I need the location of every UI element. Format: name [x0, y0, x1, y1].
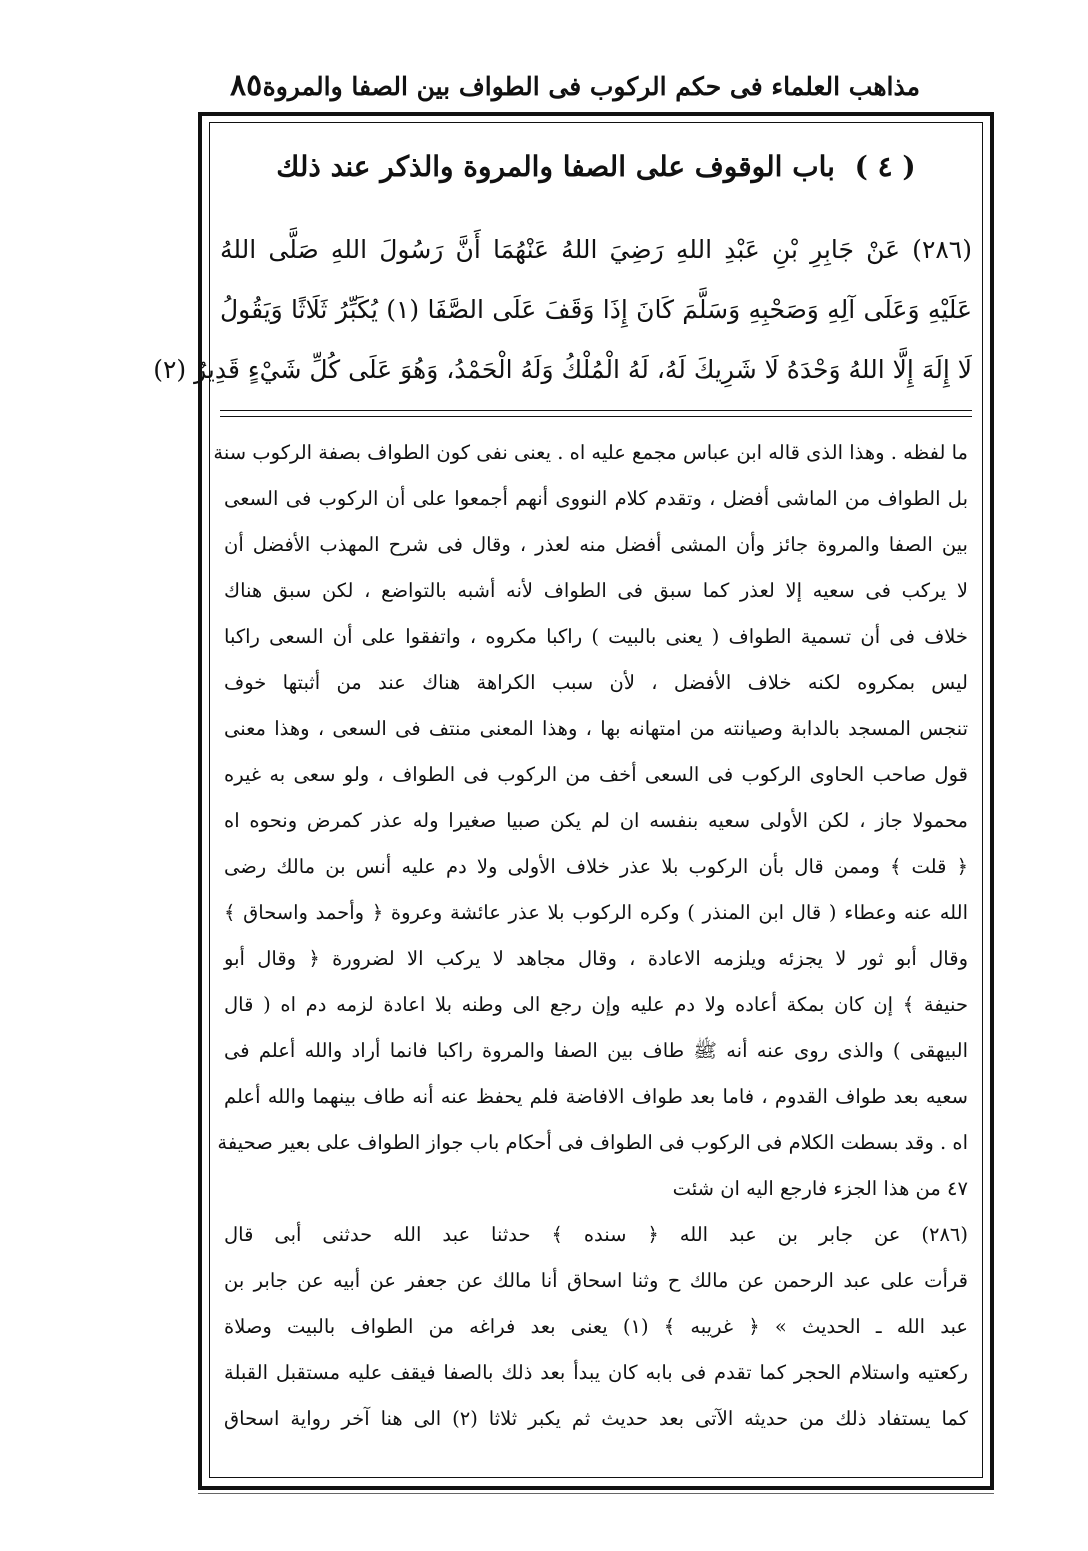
commentary-line: ما لفظه . وهذا الذى قاله ابن عباس مجمع عليه اه . يعنى نفى كون الطواف بصفة الركوب سنة [213, 441, 968, 464]
page-number: ٨٥ [230, 68, 263, 103]
running-header [230, 68, 920, 114]
commentary-line: قول صاحب الحاوى الركوب فى السعى أخف من الركوب فى الطواف ، ولو سعى به غيره [224, 763, 968, 786]
commentary-line: ٤٧ من هذا الجزء فارجع اليه ان شئت [672, 1177, 968, 1200]
page-content [153, 138, 972, 1468]
commentary-line: وقال أبو ثور لا يجزئه ويلزمه الاعادة ، وقال مجاهد لا يركب الا لضرورة ﴿ وقال أبو [224, 947, 968, 970]
commentary-line: خلاف فى أن تسمية الطواف ( يعنى بالبيت ) راكبا مكروه ، واتفقوا على أن السعى راكبا [224, 625, 968, 648]
hadith-line: لَا إِلَهَ إِلَّا اللهُ وَحْدَهُ لَا شَرِيكَ لَهُ، لَهُ الْمُلْكُ وَلَهُ الْحَمْدُ، وَهُوَ عَلَى كُلِّ شَيْءٍ قَدِيرٌ (٢) [153, 355, 972, 384]
commentary-line: سعيه بعد طواف القدوم ، فاما بعد طواف الافاضة فلم يحفظ عنه أنه طاف بينهما والله أعلم [224, 1085, 968, 1108]
commentary-line: محمولا جاز ، لكن الأولى سعيه بنفسه ان لم يكن صبيا صغيرا وله عذر كمرض ونحوه اه [224, 809, 968, 832]
commentary-line: اه . وقد بسطت الكلام فى الركوب فى الطواف فى أحكام باب جواز الطواف على بعير صحيفة [217, 1131, 968, 1154]
commentary-line: ﴿ قلت ﴾ وممن قال بأن الركوب بلا عذر خلاف الأولى ولا دم عليه أنس بن مالك رضى [224, 855, 968, 878]
commentary-line: حنيفة ﴾ إن كان بمكة أعاده ولا دم عليه وإن رجع الى وطنه بلا اعادة لزمه دم اه ( قال [224, 993, 968, 1016]
commentary-line: ليس بمكروه لكنه خلاف الأفضل ، لأن سبب الكراهة هناك عند من أثبتها خوف [224, 671, 968, 694]
bottom-rule [198, 1493, 994, 1494]
section-divider [220, 410, 972, 411]
commentary-line: عبد الله ـ الحديث » ﴿ غريبه ﴾ (١) يعنى بعد فراغه من الطواف بالبيت وصلاة [224, 1315, 968, 1338]
commentary-line: (٢٨٦) عن جابر بن عبد الله ﴿ سنده ﴾ حدثنا عبد الله حدثنى أبى قال [224, 1223, 968, 1246]
commentary-line: الله عنه وعطاء ( قال ابن المنذر ) وكره الركوب بلا عذر عائشة وعروة ﴿ وأحمد واسحاق ﴾ [224, 901, 968, 924]
hadith-line: عَلَيْهِ وَعَلَى آلِهِ وَصَحْبِهِ وَسَلَّمَ كَانَ إِذَا وَقَفَ عَلَى الصَّفَا (١) يُكَبِّرُ ثَلَاثًا وَيَقُولُ [220, 295, 972, 324]
commentary-line: بل الطواف من الماشى أفضل ، وتقدم كلام النووى أنهم أجمعوا على أن الركوب فى السعى [224, 487, 968, 510]
commentary-line: لا يركب فى سعيه إلا لعذر كما سبق فى الطواف لأنه أشبه بالتواضع ، لكن سبق هناك [224, 579, 968, 602]
chapter-title: باب الوقوف على الصفا والمروة والذكر عند ذلك [276, 150, 835, 183]
commentary-line: بين الصفا والمروة جائز وأن المشى أفضل منه لعذر ، وقال فى شرح المهذب الأفضل أن [224, 533, 968, 556]
commentary-line: كما يستفاد ذلك من حديثه الآتى بعد حديث ثم يكبر ثلاثا (٢) الى هنا آخر رواية اسحاق [224, 1407, 968, 1430]
commentary-line: ركعتيه واستلام الحجر كما تقدم فى بابه كان يبدأ بعد ذلك بالصفا فيقف عليه مستقبل القبلة [224, 1361, 968, 1384]
chapter-heading [220, 150, 972, 183]
section-divider [220, 416, 972, 417]
commentary-line: البيهقى ) والذى روى عنه أنه ﷺ طاف بين الصفا والمروة راكبا فانما أراد والله أعلم فى [224, 1039, 968, 1062]
commentary-line: تنجس المسجد بالدابة وصيانته من امتهانه بها ، وهذا المعنى منتف فى السعى ، وهذا معنى [224, 717, 968, 740]
commentary-line: قرأت على عبد الرحمن عن مالك ح وثنا اسحاق أنا مالك عن جعفر عن أبيه عن جابر بن [224, 1269, 968, 1292]
chapter-number: ( ٤ ) [854, 150, 916, 183]
header-title: مذاهب العلماء فى حكم الركوب فى الطواف بين الصفا والمروة [262, 72, 920, 101]
hadith-line: (٢٨٦) عَنْ جَابِرِ بْنِ عَبْدِ اللهِ رَضِيَ اللهُ عَنْهُمَا أَنَّ رَسُولَ اللهِ صَلَّى اللهُ [220, 235, 972, 264]
